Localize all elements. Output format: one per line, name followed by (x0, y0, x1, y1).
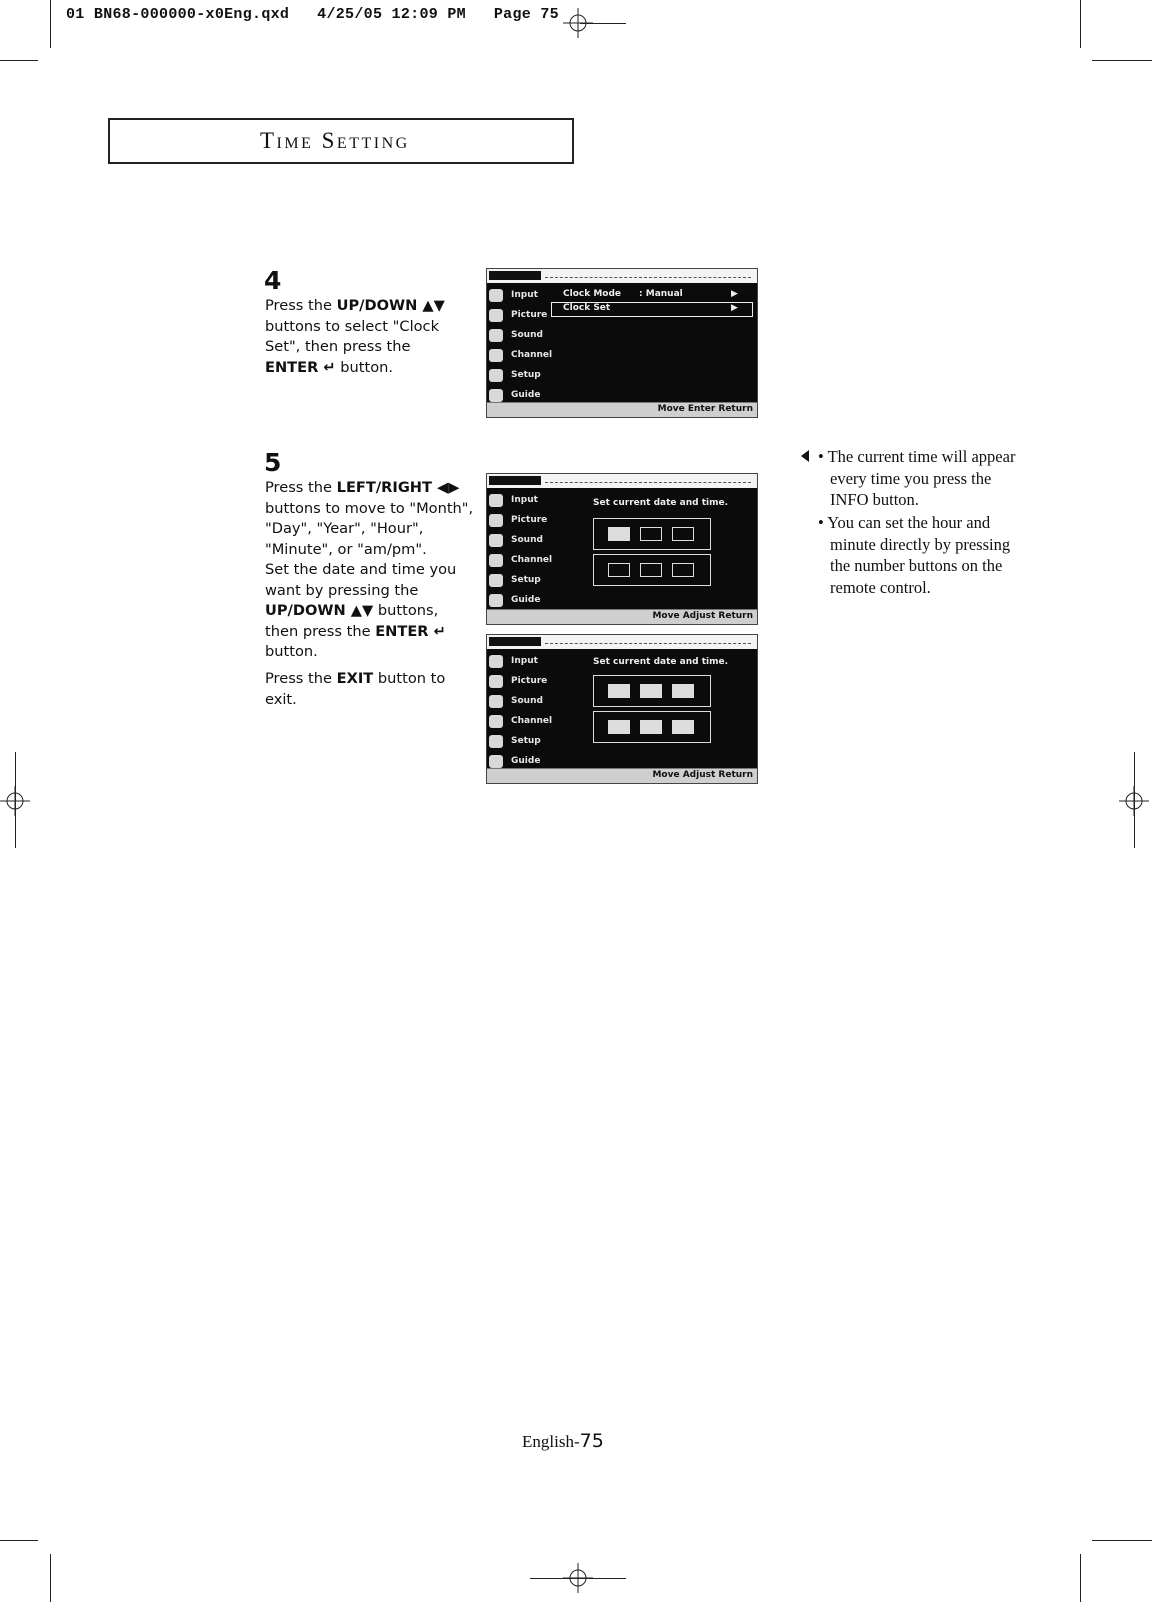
input-icon (489, 494, 503, 507)
tv-screen-clock-set (486, 268, 758, 418)
month-field (608, 527, 630, 541)
time-fields (593, 554, 711, 586)
chevron-right-icon: ▶ (731, 303, 738, 313)
instruction-line (265, 317, 465, 338)
step-4-instructions (265, 296, 465, 378)
ampm-field (672, 563, 694, 577)
minute-field (640, 563, 662, 577)
crop-mark (580, 23, 626, 24)
date-time-prompt: Set current date and time. (593, 498, 728, 508)
crop-mark (530, 1578, 626, 1579)
tv-menu-item-picture (489, 512, 549, 530)
date-fields (593, 675, 711, 707)
note-line: the number buttons on the (830, 556, 1003, 575)
note-line: every time you press the (830, 468, 992, 488)
sound-icon (489, 695, 503, 708)
hour-field (608, 720, 630, 734)
instruction-text: button. (265, 643, 318, 660)
minute-field (640, 720, 662, 734)
step-number: 5 (264, 448, 282, 477)
crop-mark (50, 1554, 51, 1602)
tv-hint-bar: Move Enter Return (487, 402, 757, 417)
instruction-emphasis: UP/DOWN ▲▼ (336, 297, 445, 314)
tv-menu-label: Guide (511, 390, 541, 400)
date-fields (593, 518, 711, 550)
tv-menu-label: Channel (511, 716, 553, 726)
tv-side-menu (487, 649, 553, 769)
tv-menu-label: Picture (511, 515, 548, 525)
tv-title-bar (487, 635, 757, 649)
tv-hint-bar: Move Adjust Return (487, 609, 757, 624)
section-title: Time Setting (260, 128, 410, 153)
time-fields (593, 711, 711, 743)
tv-menu-item-picture (489, 673, 549, 691)
picture-icon (489, 309, 503, 322)
ampm-field (672, 720, 694, 734)
day-field (640, 527, 662, 541)
tv-side-menu (487, 283, 553, 403)
input-icon (489, 655, 503, 668)
crop-mark (15, 752, 16, 848)
note-line: • You can set the hour and (818, 513, 991, 532)
print-slug: 01 BN68-000000-x0Eng.qxd 4/25/05 12:09 PM Page 75 (66, 6, 559, 23)
picture-icon (489, 675, 503, 688)
tv-title-bar (487, 474, 757, 488)
tv-screen-date-time-set (486, 634, 758, 784)
note-number-buttons (818, 512, 1058, 598)
tv-menu-label: Picture (511, 676, 548, 686)
tv-menu-item-sound (489, 693, 549, 711)
tv-menu-label: Setup (511, 575, 541, 585)
instruction-line (265, 519, 475, 540)
crop-mark (50, 0, 51, 48)
instruction-text: then press the (265, 622, 376, 640)
instruction-text: "Day", "Year", "Hour", (265, 520, 424, 537)
day-field (640, 684, 662, 698)
note-line: • The current time will appear (818, 447, 1016, 466)
tv-menu-item-input (489, 287, 549, 305)
note-line: INFO button. (830, 490, 919, 509)
tv-menu-label: Setup (511, 736, 541, 746)
tv-menu-label: Sound (511, 696, 543, 706)
tv-menu-label: Channel (511, 555, 553, 565)
clock-set-label: Clock Set (563, 303, 611, 313)
instruction-line (265, 560, 475, 581)
tv-hint-bar: Move Adjust Return (487, 768, 757, 783)
instruction-text: Press the (265, 479, 337, 496)
picture-icon (489, 514, 503, 527)
setup-icon (489, 369, 503, 382)
month-field (608, 684, 630, 698)
tv-side-menu (487, 488, 553, 610)
crop-mark (0, 60, 38, 61)
guide-icon (489, 389, 503, 402)
instruction-emphasis: ENTER ↵ (265, 358, 336, 376)
channel-icon (489, 554, 503, 567)
tv-menu-label: Guide (511, 756, 541, 766)
instruction-line (265, 622, 475, 643)
tv-menu-label: Channel (511, 350, 553, 360)
chevron-right-icon: ▶ (731, 289, 738, 299)
instruction-text: want by pressing the (265, 581, 419, 599)
tv-title-bar (487, 269, 757, 283)
input-icon (489, 289, 503, 302)
tv-menu-label: Input (511, 656, 538, 666)
tv-menu-label: Setup (511, 370, 541, 380)
tv-menu-item-picture (489, 307, 549, 325)
instruction-text: button to (373, 670, 446, 687)
step-number: 4 (264, 266, 282, 295)
tv-menu-item-sound (489, 532, 549, 550)
tv-menu-item-channel (489, 347, 553, 365)
instruction-text: Press the (265, 670, 337, 687)
instruction-emphasis: UP/DOWN ▲▼ (265, 602, 374, 619)
sound-icon (489, 329, 503, 342)
crop-mark (1134, 752, 1135, 848)
instruction-emphasis: LEFT/RIGHT ◀▶ (336, 479, 460, 496)
crop-mark (1080, 0, 1081, 48)
channel-icon (489, 715, 503, 728)
sound-icon (489, 534, 503, 547)
instruction-line (265, 690, 475, 711)
tv-menu-item-setup (489, 733, 549, 751)
instruction-line (265, 358, 465, 379)
tv-menu-item-channel (489, 713, 553, 731)
tv-screen-date-time (486, 473, 758, 625)
tv-menu-item-sound (489, 327, 549, 345)
tv-menu-item-input (489, 492, 549, 510)
note-line: remote control. (830, 577, 931, 597)
instruction-text: buttons to select "Clock (265, 317, 440, 335)
instruction-line (265, 478, 475, 499)
tv-menu-label: Sound (511, 330, 543, 340)
setup-icon (489, 574, 503, 587)
year-field (672, 684, 694, 698)
crop-mark (1092, 1540, 1152, 1541)
guide-icon (489, 594, 503, 607)
tv-menu-item-setup (489, 572, 549, 590)
year-field (672, 527, 694, 541)
instruction-text: Set", then press the (265, 338, 411, 355)
hour-field (608, 563, 630, 577)
instruction-emphasis: ENTER ↵ (375, 622, 446, 640)
tv-menu-item-guide (489, 592, 549, 610)
instruction-line (265, 337, 465, 358)
clock-mode-label: Clock Mode (563, 289, 622, 299)
channel-icon (489, 349, 503, 362)
section-header (108, 118, 574, 164)
tv-menu-item-input (489, 653, 549, 671)
instruction-emphasis: EXIT (336, 670, 374, 687)
instruction-text: button. (335, 358, 394, 376)
note-line: minute directly by pressing (830, 534, 1011, 554)
step-5-instructions (265, 478, 475, 663)
tv-menu-item-setup (489, 367, 549, 385)
instruction-text: buttons, (373, 602, 439, 619)
instruction-line (265, 296, 465, 317)
instruction-line (265, 540, 475, 561)
tv-menu-label: Guide (511, 595, 541, 605)
note-pointer-icon (800, 450, 810, 462)
setup-icon (489, 735, 503, 748)
date-time-prompt: Set current date and time. (593, 657, 728, 667)
instruction-text: Set the date and time you (265, 561, 457, 578)
tv-menu-label: Input (511, 495, 538, 505)
crop-mark (1092, 60, 1152, 61)
clock-mode-value: : Manual (639, 289, 683, 299)
instruction-line (265, 499, 475, 520)
tv-menu-label: Input (511, 290, 538, 300)
step-5-exit-instructions (265, 669, 475, 710)
tv-menu-item-channel (489, 552, 553, 570)
tv-menu-label: Picture (511, 310, 548, 320)
crop-mark (0, 1540, 38, 1541)
instruction-line (265, 669, 475, 690)
instruction-text: buttons to move to "Month", (265, 499, 474, 517)
instruction-text: exit. (265, 690, 297, 708)
instruction-line (265, 581, 475, 602)
page-number: English-75 (522, 1430, 604, 1452)
instruction-line (265, 642, 475, 663)
instruction-line (265, 601, 475, 622)
note-info-button (818, 446, 1058, 511)
instruction-text: "Minute", or "am/pm". (265, 540, 427, 558)
tv-menu-label: Sound (511, 535, 543, 545)
crop-mark (1080, 1554, 1081, 1602)
instruction-text: Press the (265, 297, 337, 314)
guide-icon (489, 755, 503, 768)
